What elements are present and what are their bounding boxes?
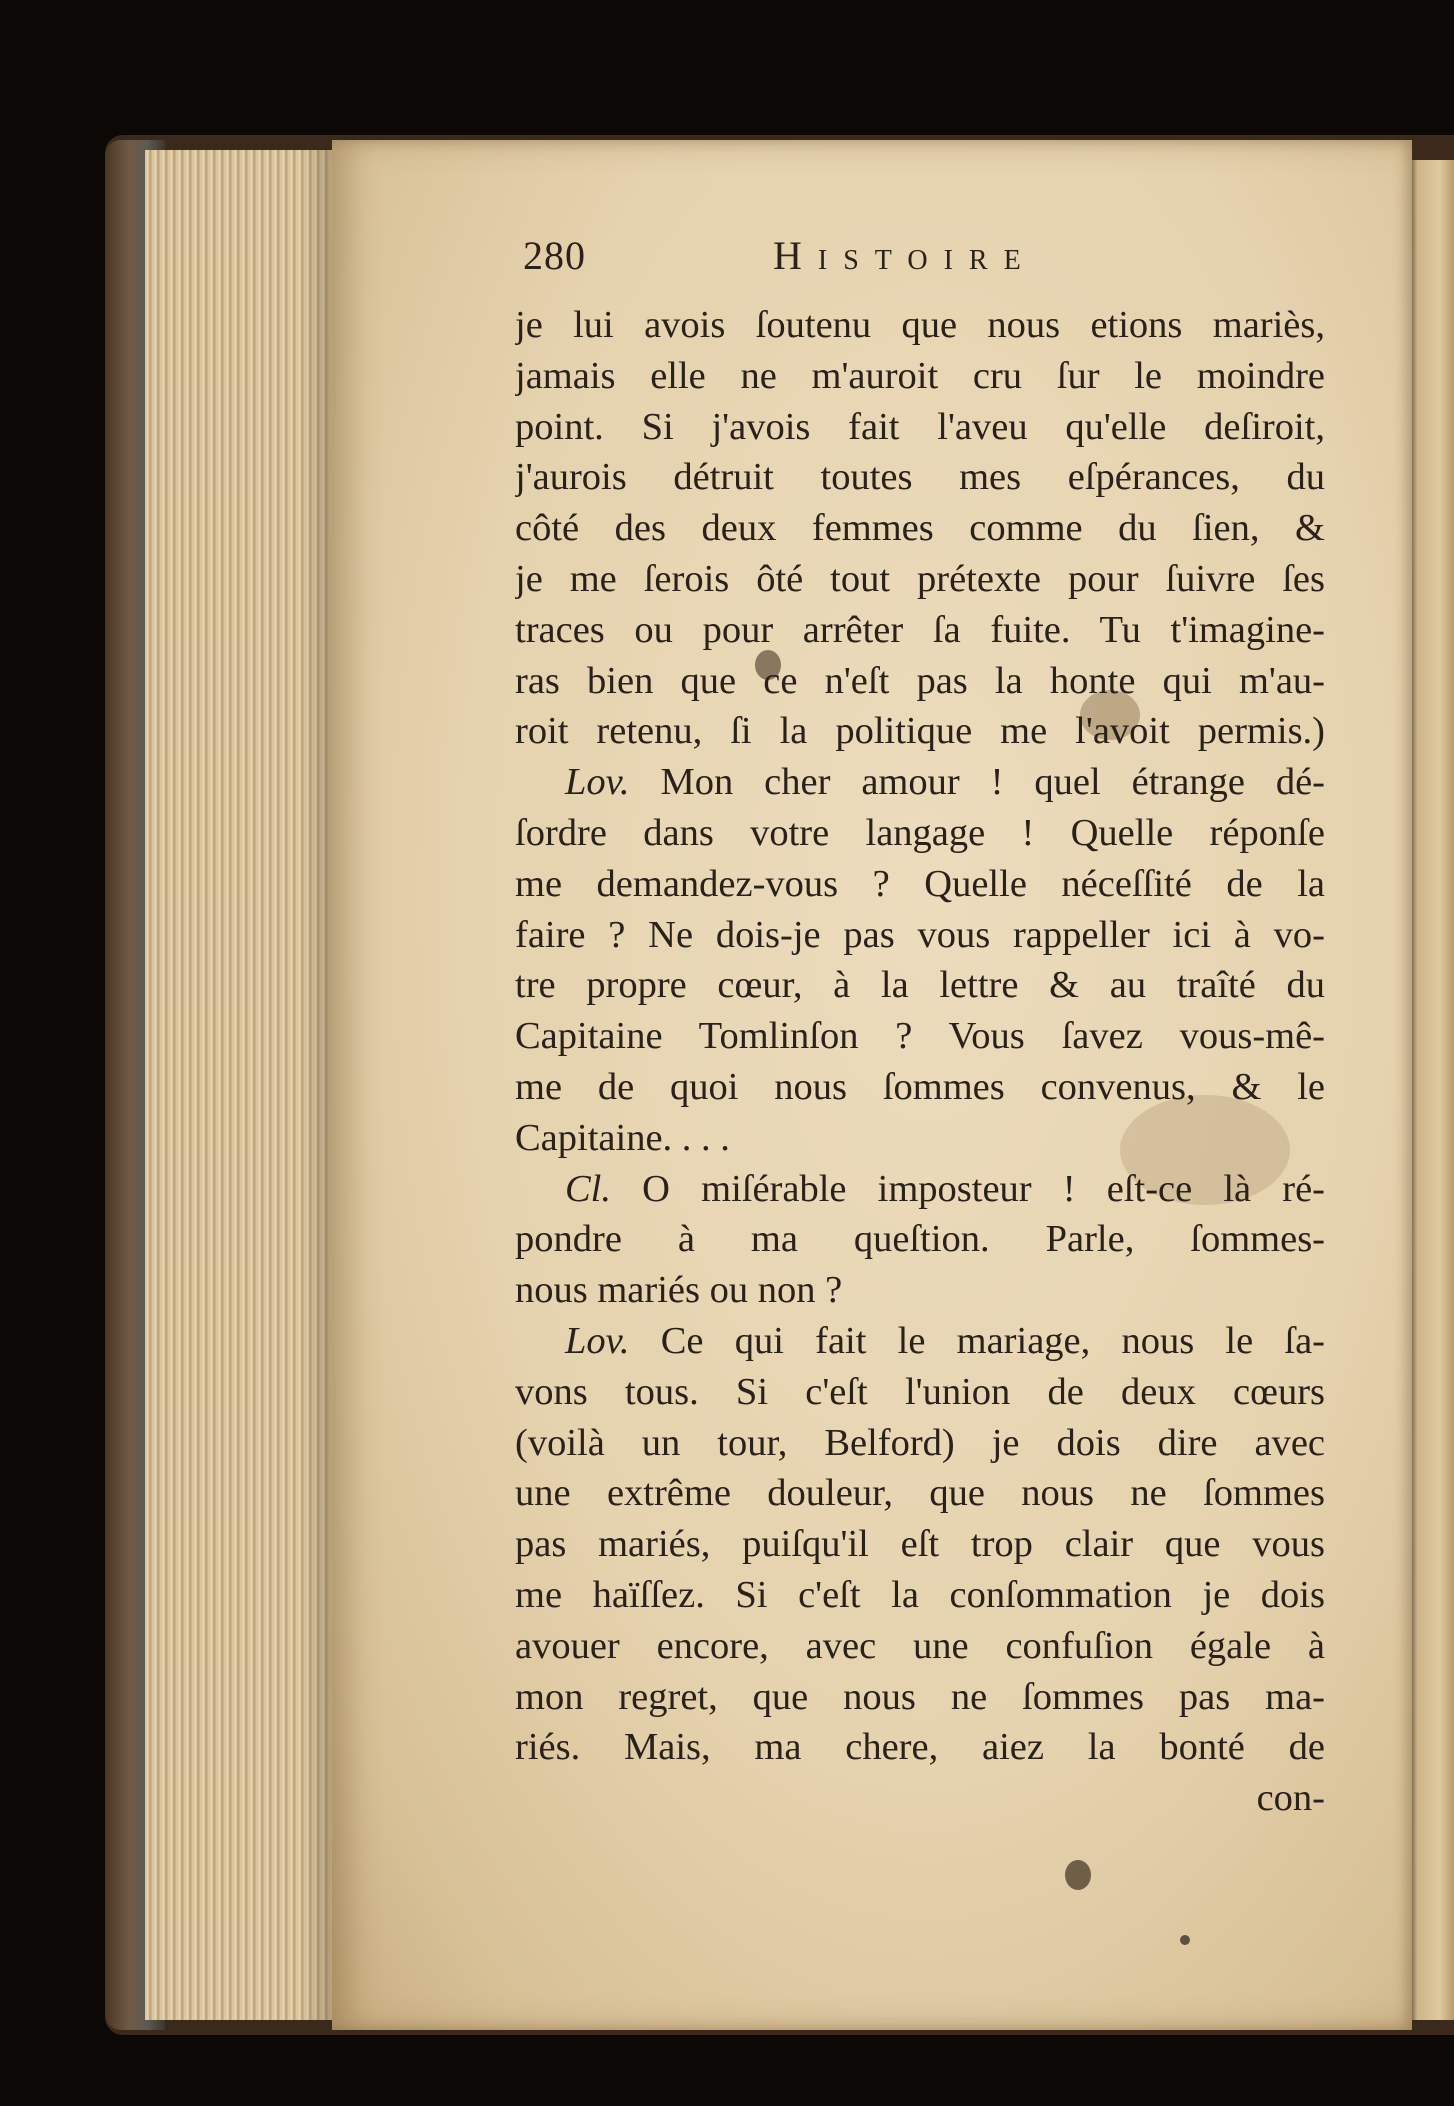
text-line: riés. Mais, ma chere, aiez la bonté de: [515, 1726, 1325, 1769]
text-line: point. Si j'avois fait l'aveu qu'elle deſiroit,: [515, 405, 1325, 448]
ink-stain: [1065, 1860, 1091, 1890]
dialogue-line: [515, 1316, 1325, 1367]
text-line: roit retenu, ſi la politique me l'avoit permis.): [515, 710, 1325, 753]
text-line: je me ſerois ôté tout prétexte pour ſuivre ſes: [515, 557, 1325, 600]
text-line: faire ? Ne dois-je pas vous rappeller ici à vo-: [515, 913, 1325, 956]
text-line: pondre à ma queſtion. Parle, ſommes-: [515, 1218, 1325, 1261]
text-line: une extrême douleur, que nous ne ſommes: [515, 1472, 1325, 1515]
text-line: ras bien que ce n'eſt pas la honte qui m'au-: [515, 659, 1325, 702]
facing-page-edge: [1405, 160, 1454, 2020]
text-line: pas mariés, puiſqu'il eſt trop clair que vous: [515, 1523, 1325, 1566]
text-line: j'aurois détruit toutes mes eſpérances, du: [515, 456, 1325, 499]
text-line: je lui avois ſoutenu que nous etions mariès,: [515, 304, 1325, 346]
text-span: Mon cher amour ! quel étrange dé-: [660, 761, 1325, 804]
text-span: Ce qui fait le mariage, nous le ſa-: [660, 1319, 1325, 1362]
catchword: con-: [1256, 1777, 1325, 1820]
text-line: me demandez-vous ? Quelle néceſſité de la: [515, 862, 1325, 905]
dialogue-line: [515, 757, 1325, 808]
page-header: [523, 232, 1093, 292]
body-text: [515, 300, 1325, 1824]
text-line: avouer encore, avec une confuſion égale à: [515, 1624, 1325, 1667]
text-line: me haïſſez. Si c'eſt la conſommation je dois: [515, 1573, 1325, 1616]
text-line: ſordre dans votre langage ! Quelle réponſe: [515, 811, 1325, 854]
text-line: côté des deux femmes comme du ſien, &: [515, 507, 1325, 550]
text-line: vons tous. Si c'eſt l'union de deux cœurs: [515, 1370, 1325, 1413]
text-span: O miſérable imposteur ! eſt-ce là ré-: [642, 1167, 1325, 1210]
text-line: nous mariés ou non ?: [515, 1269, 843, 1312]
speaker-label: Lov.: [565, 761, 630, 804]
text-line: jamais elle ne m'auroit cru ſur le moindre: [515, 354, 1325, 397]
speaker-label: Cl.: [565, 1167, 612, 1210]
dialogue-line: [515, 1164, 1325, 1215]
text-line: tre propre cœur, à la lettre & au traîté du: [515, 964, 1325, 1007]
page-number: 280: [523, 233, 586, 278]
text-line: mon regret, que nous ne ſommes pas ma-: [515, 1675, 1325, 1718]
text-line: traces ou pour arrêter ſa fuite. Tu t'imagine-: [515, 608, 1325, 651]
ink-speck: [1180, 1935, 1190, 1945]
speaker-label: Lov.: [565, 1319, 630, 1362]
text-line: me de quoi nous ſommes convenus, & le: [515, 1065, 1325, 1108]
text-line: Capitaine. . . .: [515, 1116, 730, 1159]
text-line: Capitaine Tomlinſon ? Vous ſavez vous-mê-: [515, 1015, 1325, 1058]
text-line: (voilà un tour, Belford) je dois dire avec: [515, 1421, 1325, 1464]
running-title: Histoire: [773, 233, 1037, 278]
